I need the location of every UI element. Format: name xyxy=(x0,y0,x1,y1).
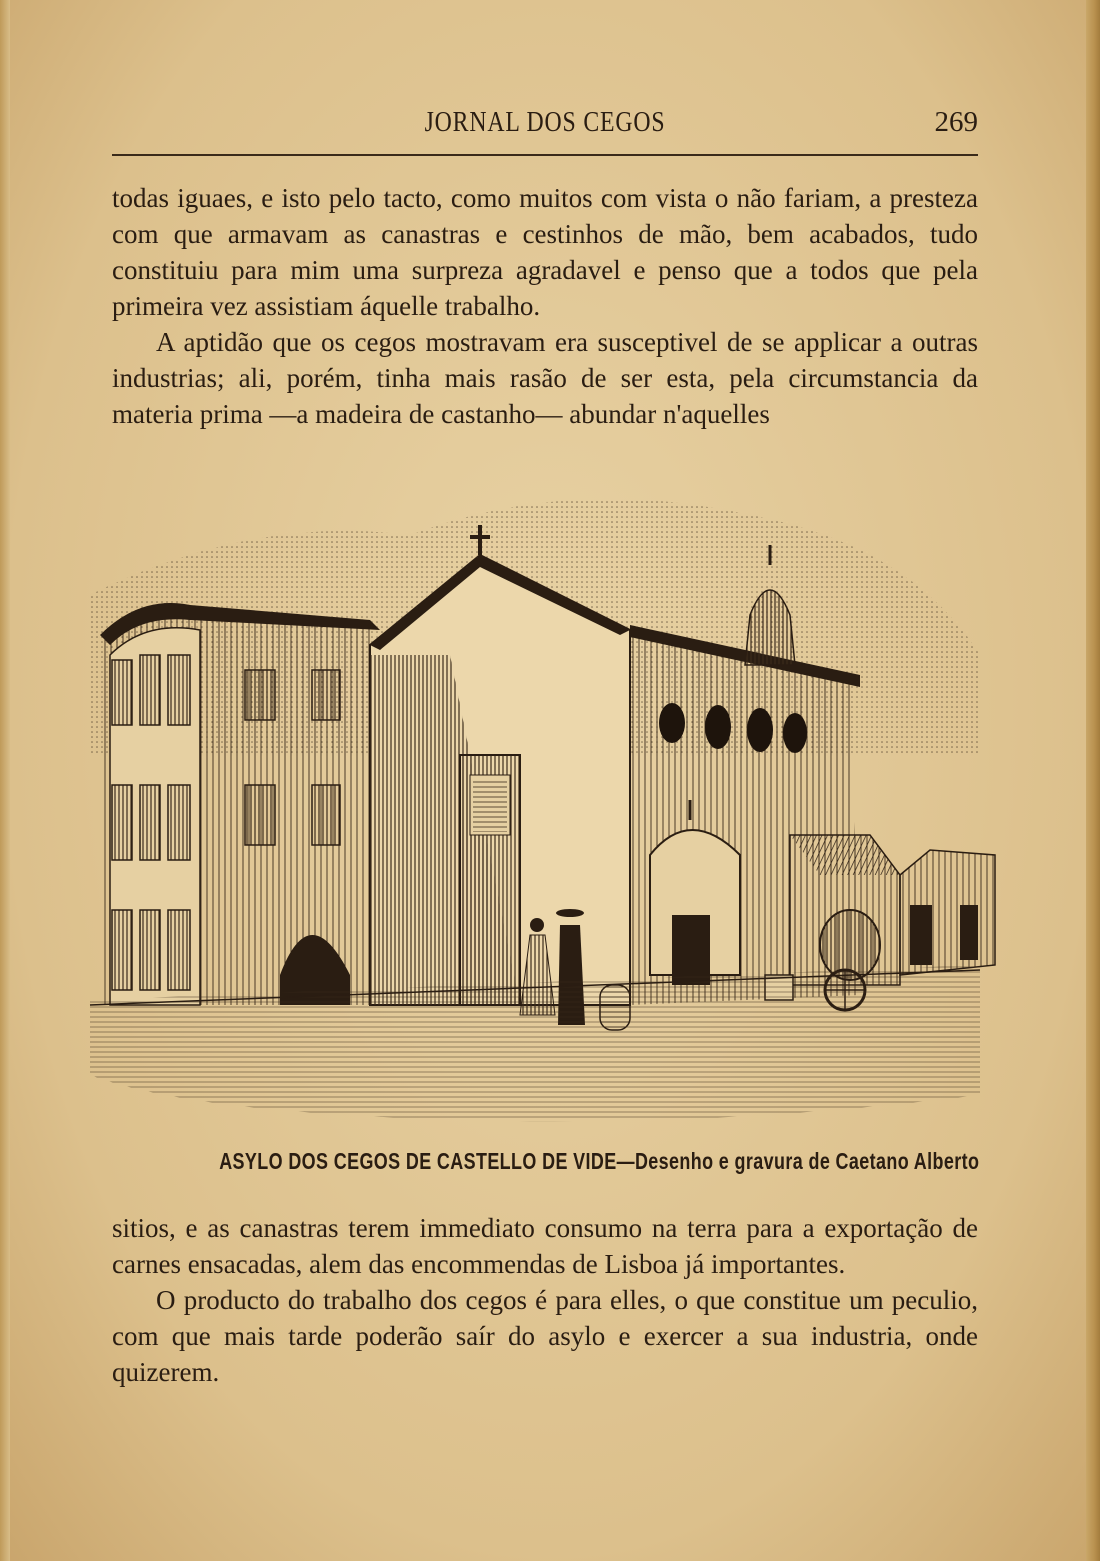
engraving-illustration xyxy=(50,455,1010,1130)
paragraph: O producto do trabalho dos cegos é para elles, o que constitue um peculio, com que mais tarde poderão saír do asylo e exercer a sua industria, onde quizerem. xyxy=(112,1285,978,1387)
paragraph: todas iguaes, e isto pelo tacto, como muitos com vista o não fariam, a presteza com que armavam as canastras e cestinhos de mão, bem acabados, tudo constituiu para mim uma surpreza agradavel e penso que a todos que pela primeira vez assistiam áquelle trabalho. xyxy=(112,183,978,321)
text-block-top xyxy=(112,180,978,432)
running-title: JORNAL DOS CEGOS xyxy=(424,106,666,138)
paragraph: A aptidão que os cegos mostravam era susceptivel de se applicar a outras industrias; ali, porém, tinha mais rasão de ser esta, pela circumstancia da materia prima —a madeira de castanho— abundar n'aquelles xyxy=(112,327,978,429)
page-edge-left xyxy=(0,0,10,1561)
header-rule xyxy=(112,154,978,156)
caption-text: ASYLO DOS CEGOS DE CASTELLO DE VIDE—Desenho e gravura de Caetano Alberto xyxy=(219,1148,980,1174)
paragraph: sitios, e as canastras terem immediato consumo na terra para a exportação de carnes ensacadas, alem das encommendas de Lisboa já importantes. xyxy=(112,1213,978,1279)
page-header xyxy=(112,106,978,146)
page-number: 269 xyxy=(934,106,978,138)
text-block-bottom xyxy=(112,1210,978,1390)
page-edge-right xyxy=(1086,0,1100,1561)
figure-caption xyxy=(112,1148,978,1175)
